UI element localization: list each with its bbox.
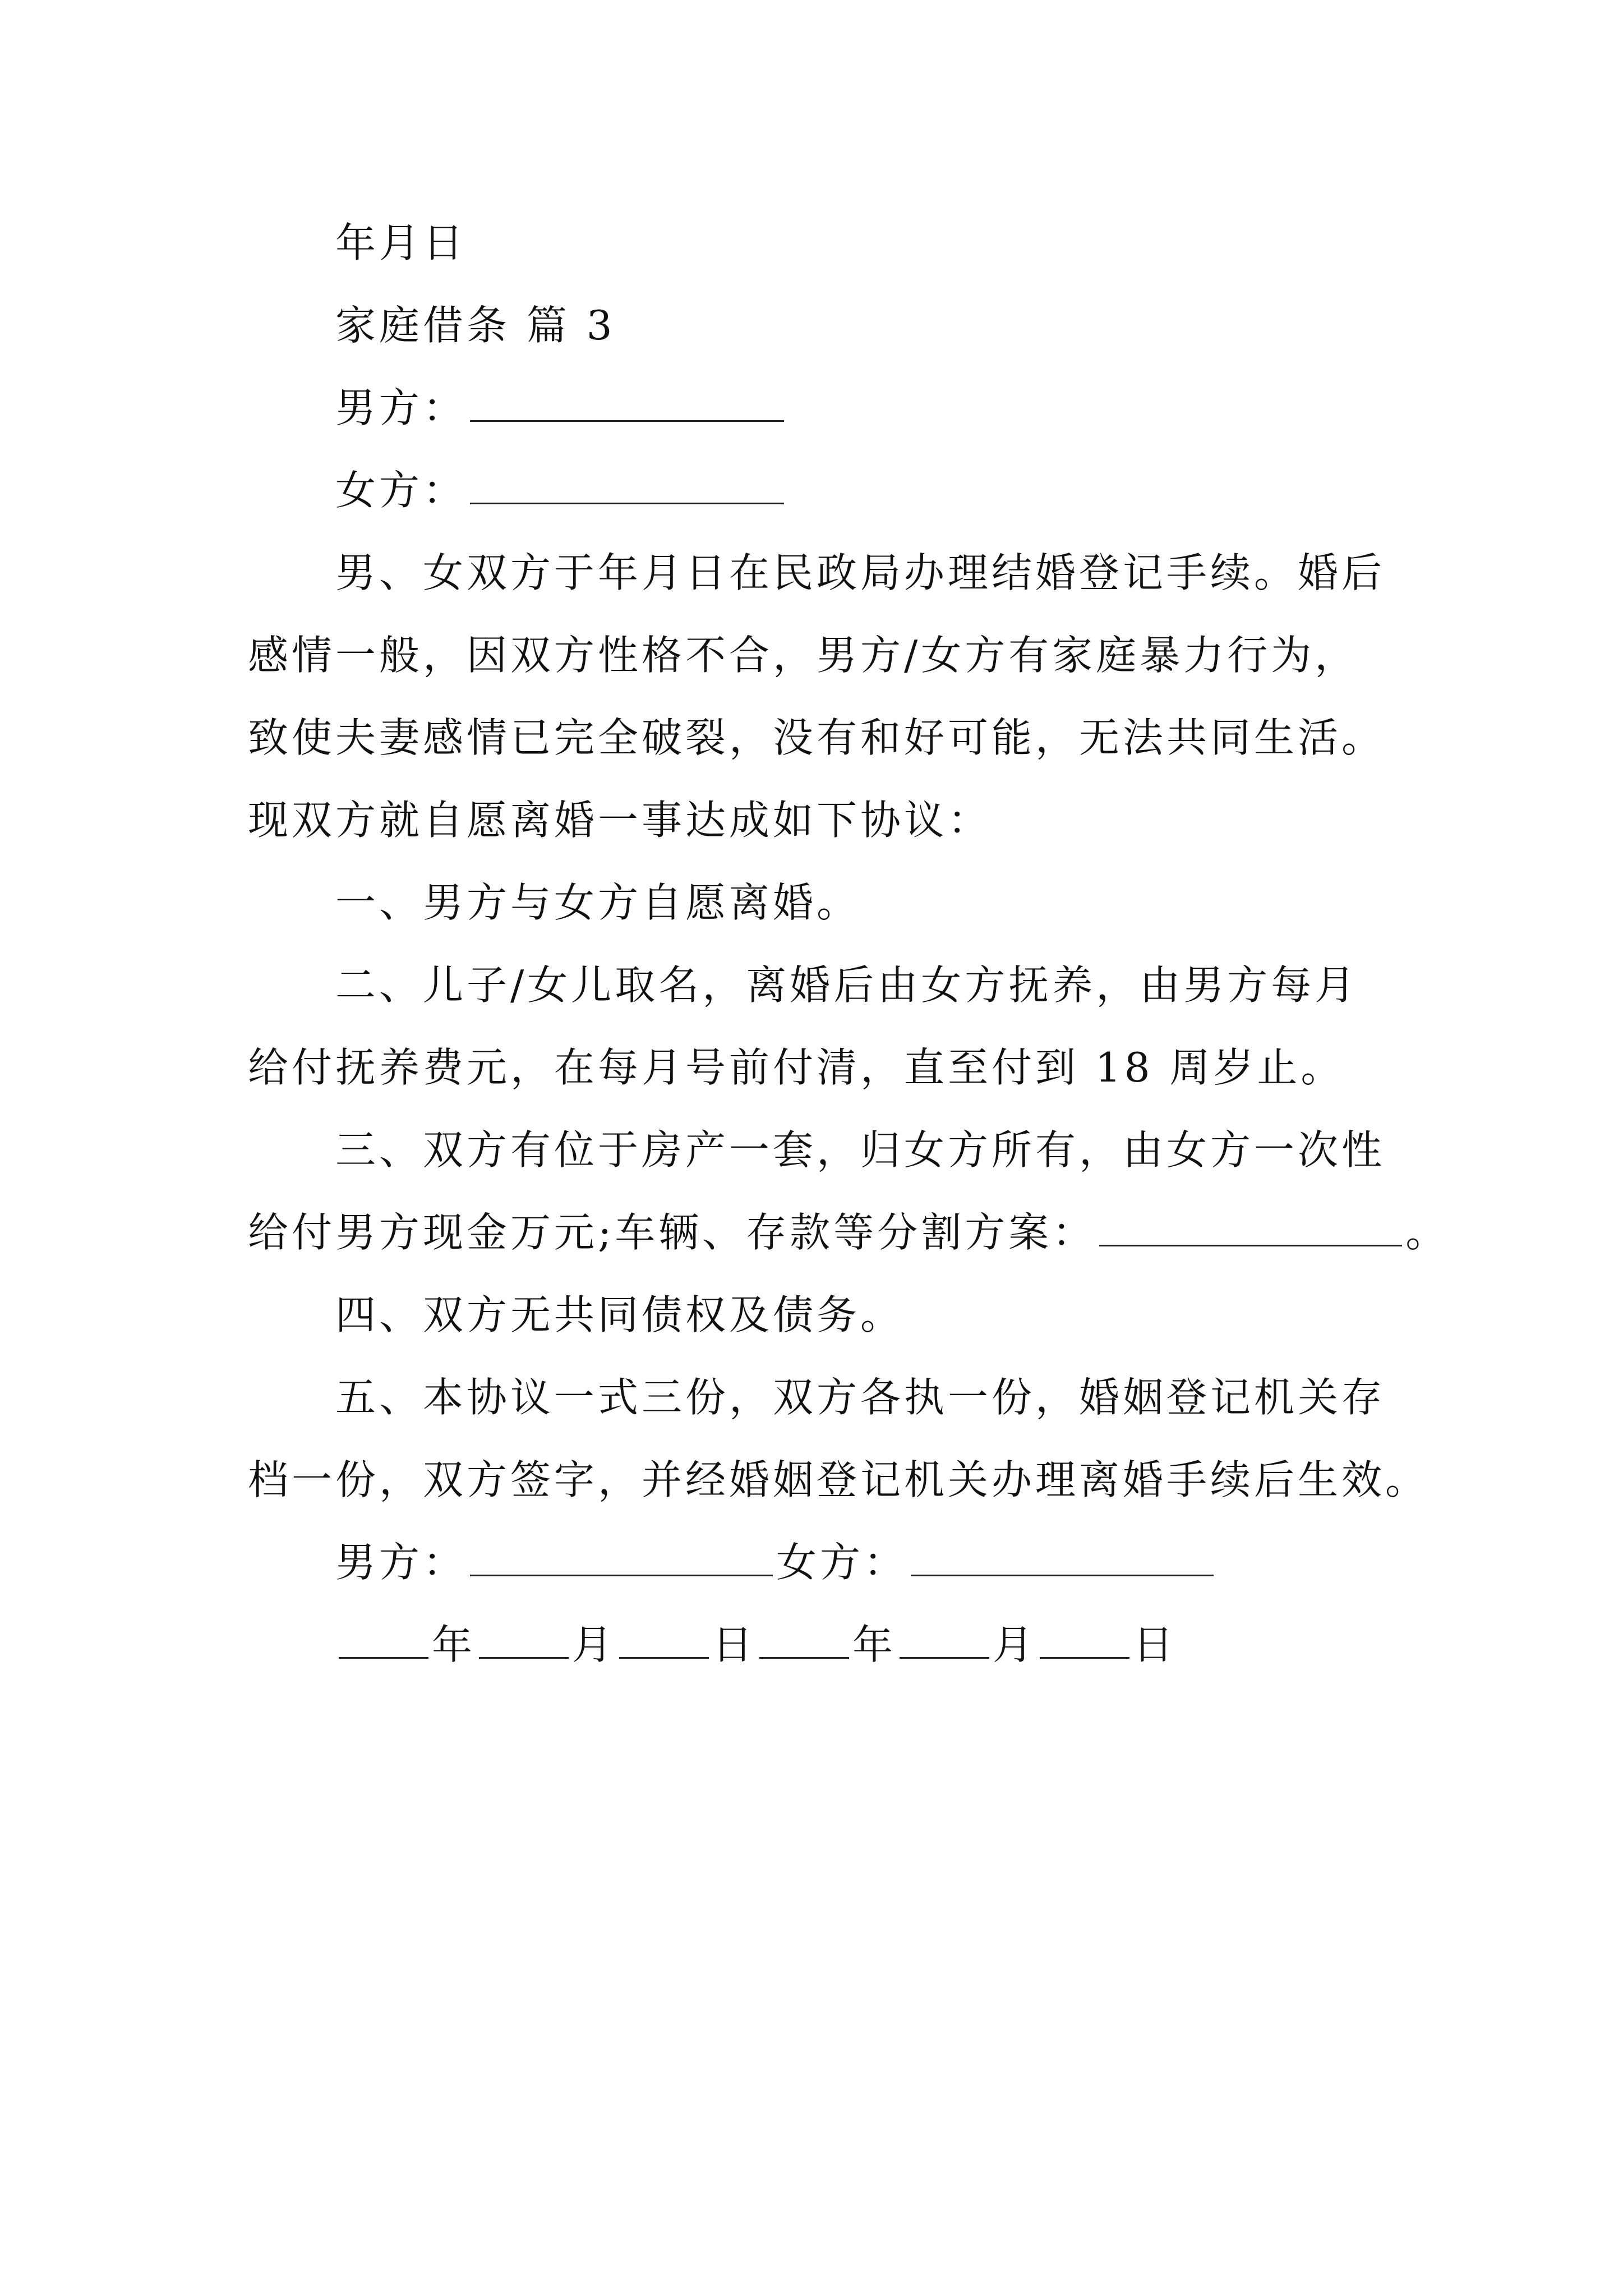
date-year-1: 年: [432, 1621, 476, 1668]
date-blank-year-2: [759, 1620, 849, 1659]
signature-male-blank: [470, 1538, 773, 1576]
item-1: 一、男方与女方自愿离婚。: [335, 879, 861, 926]
female-party-line: [248, 449, 1398, 532]
female-party-blank: [470, 466, 784, 504]
para1-line-2: 感情一般，因双方性格不合，男方/女方有家庭暴力行为，: [248, 632, 1359, 679]
date-line: 年月日: [335, 219, 467, 266]
male-party-label: 男方：: [335, 384, 467, 431]
para1-line-3: 致使夫妻感情已完全破裂，没有和好可能，无法共同生活。: [248, 714, 1386, 761]
female-party-label: 女方：: [335, 467, 467, 514]
signature-male-label: 男方：: [335, 1539, 467, 1586]
item-2-line-1: 二、儿子/女儿取名，离婚后由女方抚养，由男方每月: [335, 961, 1359, 1009]
date-blank-year-1: [339, 1620, 428, 1659]
date-blank-day-2: [1040, 1620, 1129, 1659]
item-3-line-2-text: 给付男方现金万元;车辆、存款等分割方案：: [248, 1209, 1096, 1256]
date-blank-month-1: [479, 1620, 569, 1659]
item-5-line-2: 档一份，双方签字，并经婚姻登记机关办理离婚手续后生效。: [248, 1456, 1430, 1503]
para1-line-4: 现双方就自愿离婚一事达成如下协议：: [248, 797, 992, 844]
male-party-line: [248, 367, 1398, 449]
date-day-2: 日: [1133, 1621, 1177, 1668]
date-month-2: 月: [993, 1621, 1037, 1668]
document-body: [248, 202, 1450, 1686]
male-party-blank: [470, 383, 784, 422]
division-plan-blank: [1099, 1208, 1402, 1246]
para1-line-1: 男、女双方于年月日在民政局办理结婚登记手续。婚后: [335, 549, 1386, 596]
item-3-end-mark: 。: [1405, 1209, 1450, 1256]
item-3-line-2: [248, 1191, 1450, 1274]
date-month-1: 月: [572, 1621, 616, 1668]
date-year-2: 年: [852, 1621, 897, 1668]
signature-female-blank: [911, 1538, 1214, 1576]
section-heading: 家庭借条 篇 3: [335, 302, 616, 349]
date-blank-day-1: [619, 1620, 709, 1659]
signature-female-label: 女方：: [776, 1539, 908, 1586]
signature-line: [248, 1521, 1398, 1604]
item-2-line-2: 给付抚养费元，在每月号前付清，直至付到 18 周岁止。: [248, 1044, 1345, 1091]
item-4: 四、双方无共同债权及债务。: [335, 1291, 905, 1338]
date-blank-month-2: [900, 1620, 989, 1659]
item-5-line-1: 五、本协议一式三份，双方各执一份，婚姻登记机关存: [335, 1374, 1386, 1421]
date-day-1: 日: [712, 1621, 757, 1668]
date-sign-line: [248, 1604, 1398, 1686]
item-3-line-1: 三、双方有位于房产一套，归女方所有，由女方一次性: [335, 1126, 1386, 1174]
